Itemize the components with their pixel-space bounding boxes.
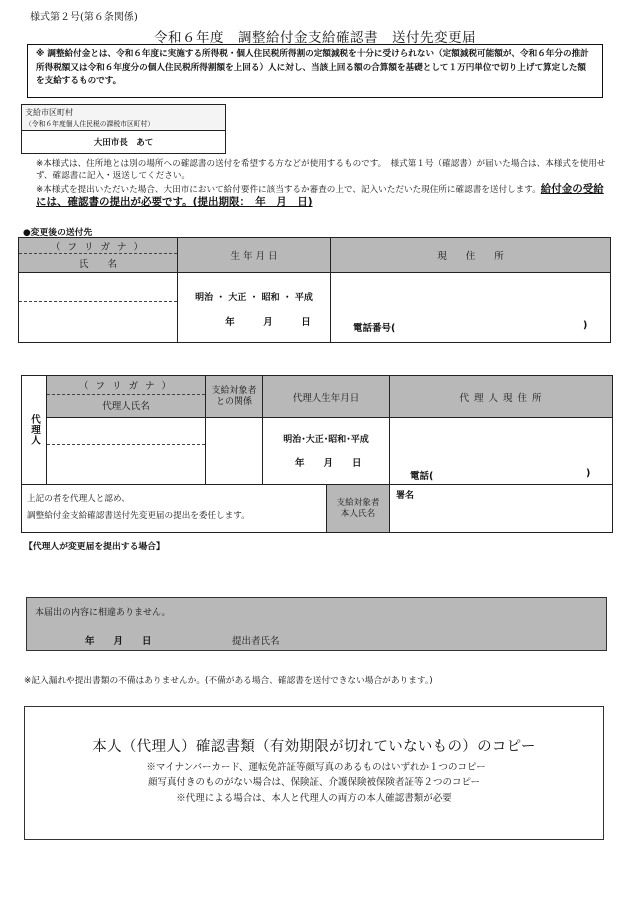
proxy-side-label-text: 代理人 — [29, 414, 40, 446]
municipality-sublabel: （令和６年度個人住民税の課税市区町村） — [25, 120, 155, 128]
signer-label-text: 支給対象者本人氏名 — [336, 497, 380, 519]
delegation-line2: 調整給付金支給確認書送付先変更届の提出を委任します。 — [27, 511, 250, 521]
proxy-name-header-text: 代理人氏名 — [102, 401, 150, 412]
instruction-line2 — [36, 183, 608, 210]
deadline-notice: 給付金の受給には、確認書の提出が必要です。(提出期限： 年 月 日) — [36, 182, 604, 208]
signer-label — [327, 485, 390, 532]
declaration-box — [26, 597, 607, 651]
notice-text: ※ 調整給付金とは、令和６年度に実施する所得税・個人住民税所得割の定額減税を十分に受けられない（定額減税可能額が、令和６年分の推計所得税額又は令和６年度分の個人住民税所得割額を上回る）人に対し、当該上回る額の合算額を基礎として１万円単位で切り上げて算定した額を支給するものです。 — [36, 49, 589, 86]
proxy-table — [21, 375, 613, 533]
id-box-line1: ※マイナンバーカード、運転免許証等顔写真のあるものはいずれか１つのコピー — [146, 762, 486, 773]
instruction-line2-text: ※本様式を提出いただいた場合、大田市において給付要件に該当するか審査の上で、記入いただいた現住所に確認書を送付します。 — [36, 184, 541, 195]
address-input-area[interactable] — [331, 273, 610, 342]
proxy-side-label — [22, 376, 47, 485]
id-box-title: 本人（代理人）確認書類（有効期限が切れていないもの）のコピー — [92, 739, 536, 755]
birth-date-fields[interactable]: 年 月 日 — [225, 317, 311, 328]
section-title-new-address: ●変更後の送付先 — [23, 228, 93, 238]
address-header: 現 住 所 — [331, 238, 610, 273]
municipality-addressee: 大田市長 あて — [93, 138, 154, 148]
instruction-line1: ※本様式は、住所地とは別の場所への確認書の送付を希望する方などが使用するものです。 様式第１号（確認書）が届いた場合は、本様式を使用せず、確認書に記入・返送してください。 — [36, 159, 606, 182]
id-box-line2: 顔写真付きのものがない場合は、保険証、介護保険被保険者証等２つのコピー — [147, 777, 481, 788]
proxy-relation-input[interactable] — [206, 418, 263, 485]
phone-label: 電話番号( — [353, 323, 396, 334]
proxy-note: 【代理人が変更届を提出する場合】 — [24, 542, 165, 552]
new-address-table — [18, 237, 611, 343]
proxy-name-input[interactable] — [47, 445, 205, 484]
submitter-label: 提出者氏名 — [232, 636, 280, 647]
proxy-name-header — [47, 376, 206, 418]
birth-input-area[interactable] — [178, 273, 331, 342]
signature-label: 署名 — [396, 491, 415, 501]
proxy-phone-close: ) — [586, 468, 591, 479]
phone-close: ) — [583, 320, 588, 331]
era-options[interactable]: 明治 ・ 大正 ・ 昭和 ・ 平成 — [195, 293, 313, 303]
page-title: 令和６年度 調整給付金支給確認書 送付先変更届 — [154, 30, 476, 46]
proxy-relation-header — [206, 376, 263, 418]
id-document-box — [24, 706, 604, 840]
name-input[interactable] — [19, 302, 177, 341]
proxy-birth-date-fields[interactable]: 年 月 日 — [295, 458, 362, 469]
furigana-header: （ フ リ ガ ナ ） — [19, 238, 177, 254]
proxy-birth-input-area[interactable] — [263, 418, 390, 485]
municipality-box — [21, 104, 226, 154]
proxy-furigana-input[interactable] — [47, 418, 205, 445]
furigana-input[interactable] — [19, 273, 177, 302]
new-address-header-name — [19, 238, 178, 273]
id-box-line3: ※代理による場合は、本人と代理人の両方の本人確認書類が必要 — [176, 793, 452, 804]
delegation-text — [22, 485, 327, 532]
form-number: 様式第２号(第６条関係) — [30, 12, 138, 23]
declaration-text: 本届出の内容に相違ありません。 — [35, 608, 171, 618]
proxy-relation-header-text: 支給対象者との関係 — [211, 385, 257, 407]
proxy-birth-header: 代理人生年月日 — [263, 376, 390, 418]
proxy-address-header: 代 理 人 現 住 所 — [390, 376, 612, 418]
birth-header: 生 年 月 日 — [178, 238, 331, 273]
declaration-date[interactable]: 年 月 日 — [85, 636, 152, 647]
proxy-phone-label: 電話( — [410, 471, 434, 482]
proxy-name-input-area[interactable] — [47, 418, 206, 485]
municipality-label: 支給市区町村 — [25, 108, 73, 117]
municipality-header — [22, 105, 225, 131]
proxy-era-options[interactable]: 明治･大正･昭和･平成 — [283, 435, 369, 445]
warning-text: ※記入漏れや提出書類の不備はありませんか。(不備がある場合、確認書を送付できない場合があります。) — [24, 676, 433, 686]
notice-box — [27, 44, 603, 98]
name-header: 氏 名 — [78, 259, 117, 270]
name-input-area[interactable] — [19, 273, 178, 342]
instructions — [36, 158, 608, 209]
proxy-furigana-header: （ フ リ ガ ナ ） — [47, 376, 205, 395]
proxy-address-input-area[interactable] — [390, 418, 612, 485]
signature-area[interactable] — [390, 485, 612, 532]
delegation-line1: 上記の者を代理人と認め、 — [27, 494, 130, 504]
